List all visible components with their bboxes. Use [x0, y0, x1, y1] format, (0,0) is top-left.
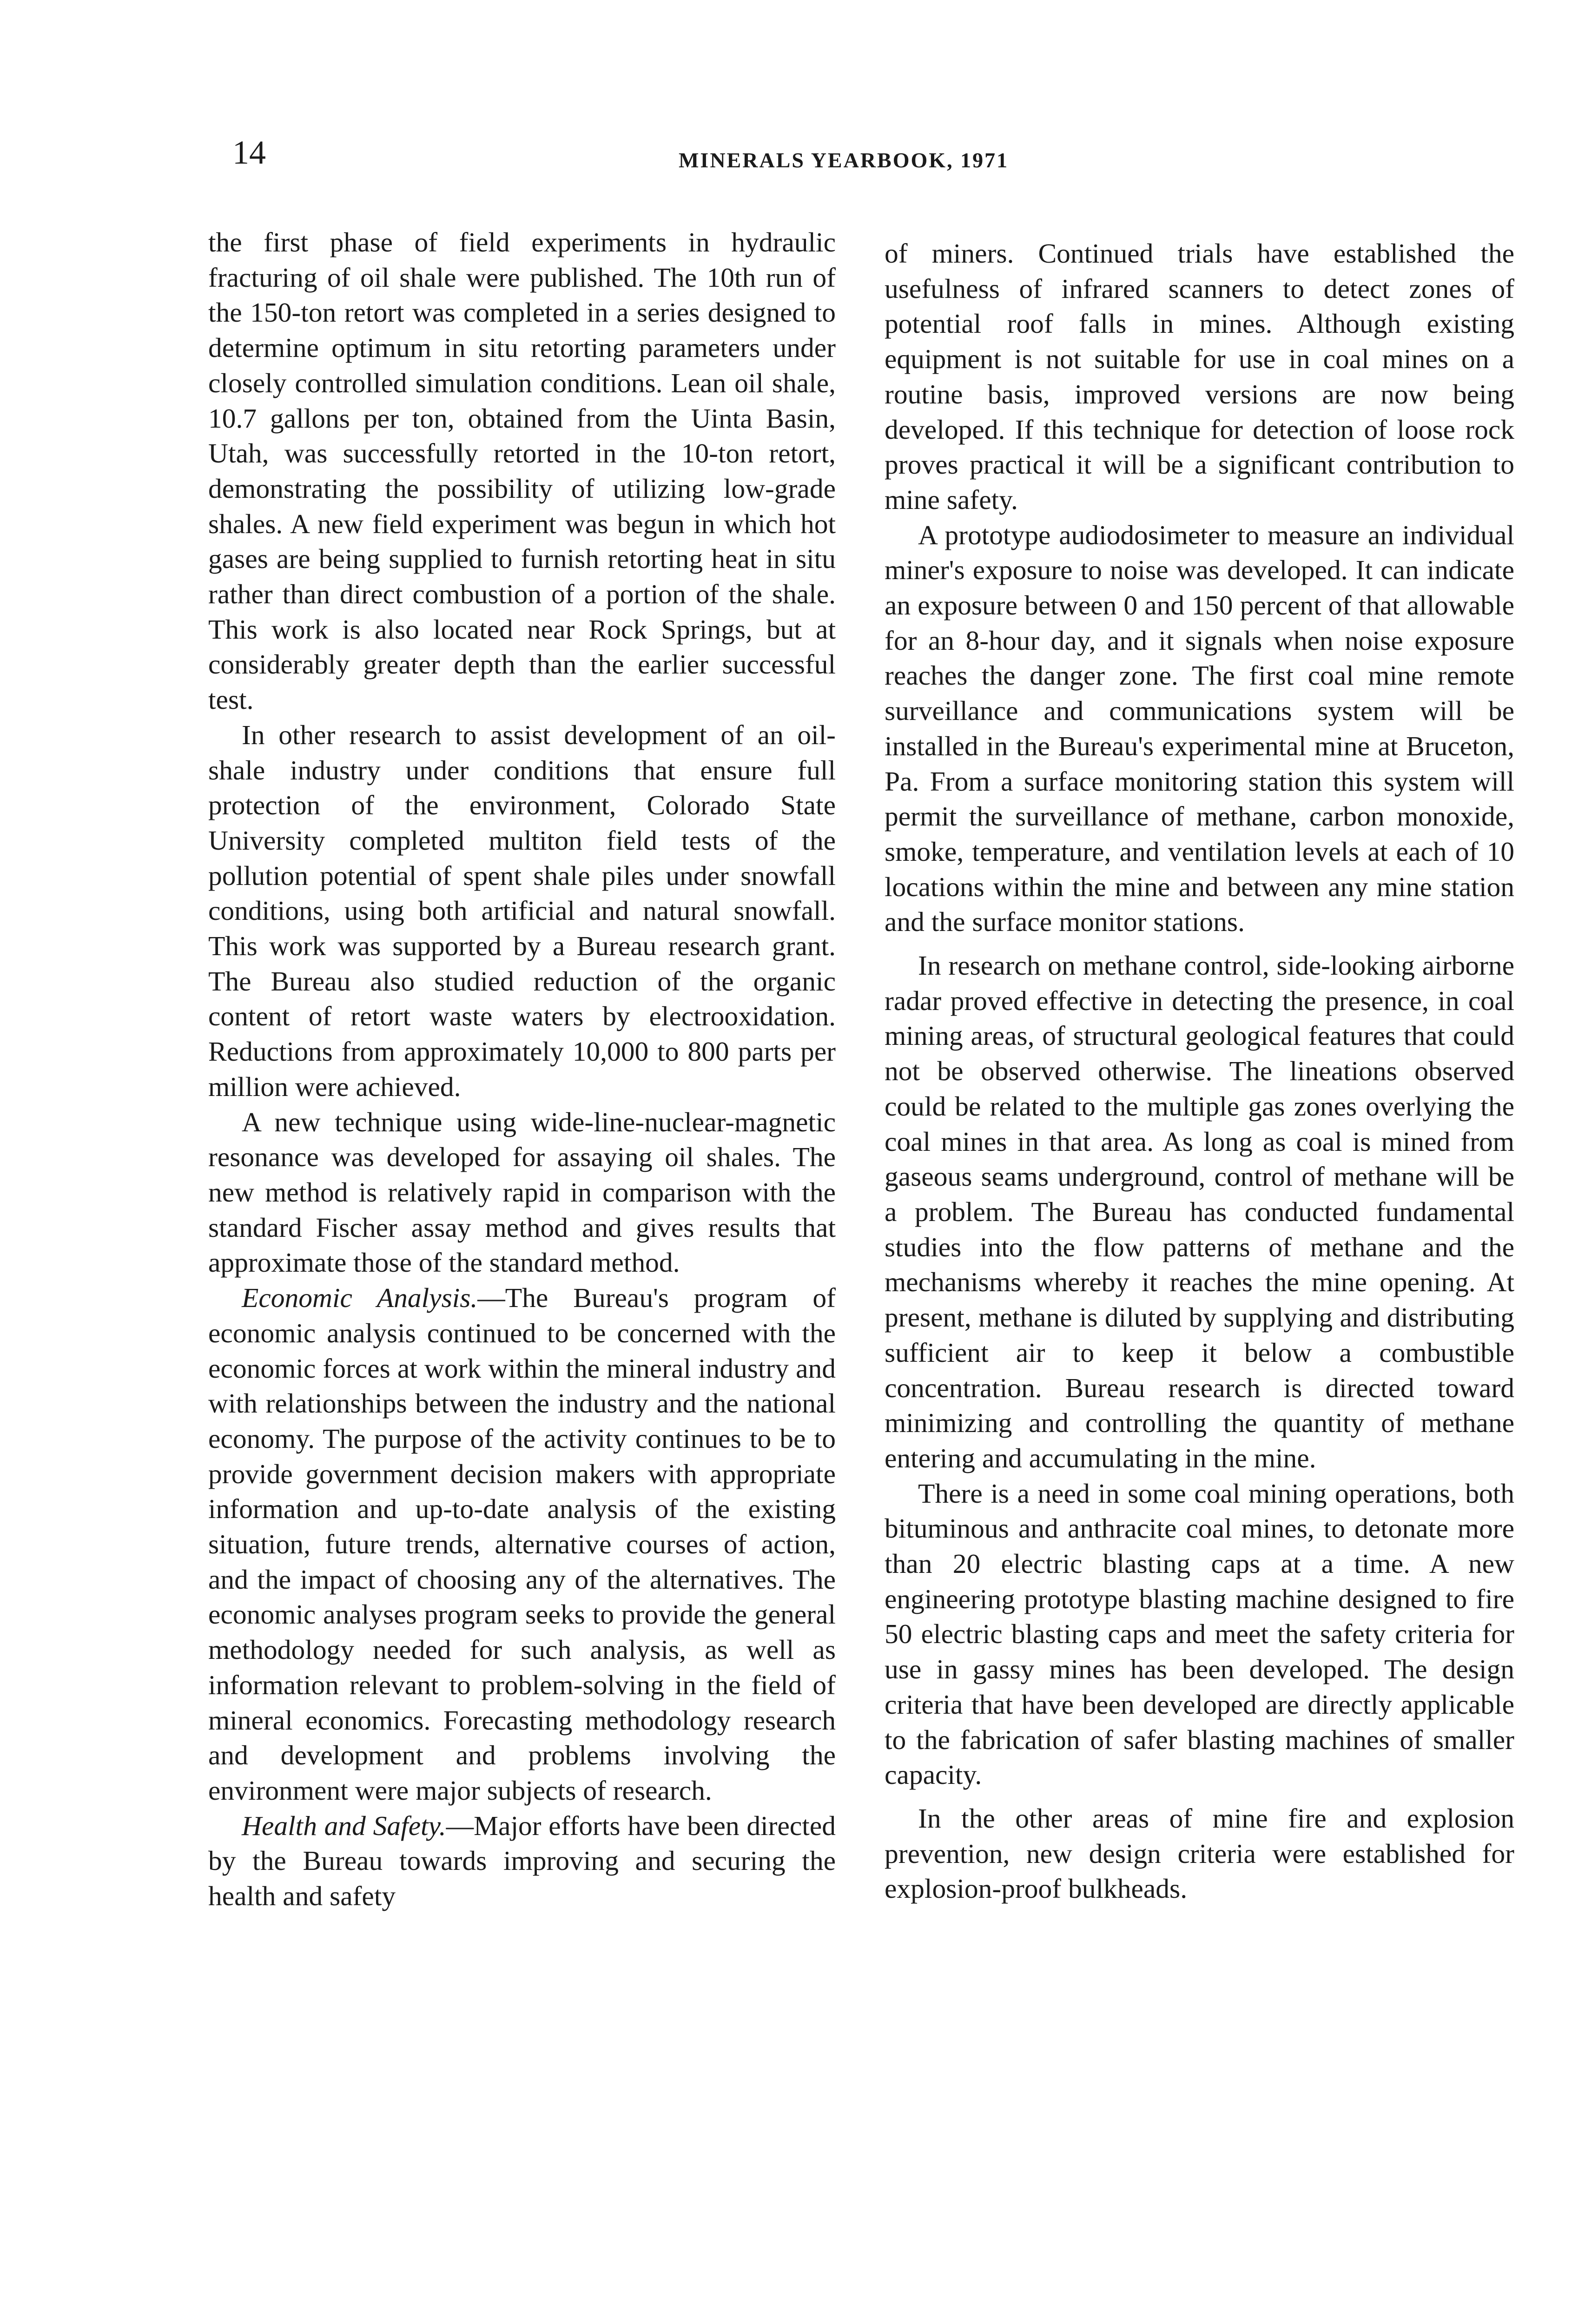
subhead-economic-analysis: Economic Analysis.: [242, 1282, 478, 1314]
paragraph-health-safety: [208, 1809, 836, 1914]
paragraph-nmr-assay: A new technique using wide-line-nuclear-magnetic resonance was developed for assaying oil shales. The new method is relatively rapid in comparison with the standard Fischer assay method and gives results that approximate those of the standard method.: [208, 1106, 836, 1278]
paragraph-oil-shale-environment: In other research to assist development of an oil-shale industry under conditions that ensure full protection of the environment, Colorado State University completed multiton field tests of the pollution potential of spent shale piles under snowfall conditions, using both artificial and natural snowfall. This work was supported by a Bureau research grant. The Bureau also studied reduction of the organic content of retort waste waters by electrooxidation. Reductions from approximately 10,000 to 800 parts per million were achieved.: [208, 719, 836, 1102]
running-title: MINERALS YEARBOOK, 1971: [679, 148, 1009, 172]
health-safety-text: —Major efforts have been directed by the Bureau towards improving and securing the health and safety: [208, 1810, 836, 1912]
subhead-health-safety: Health and Safety.: [242, 1810, 446, 1841]
paragraph-economic-analysis: [208, 1281, 836, 1809]
right-column: [885, 236, 1514, 1907]
paragraph-infrared-scanners: of miners. Continued trials have established the usefulness of infrared scanners to detect zones of potential roof falls in mines. Although existing equipment is not suitable for use in coal mines on a routine basis, improved versions are now being developed. If this technique for detection of loose rock proves practical it will be a significant contribution to mine safety.: [885, 238, 1514, 515]
paragraph-explosion-prevention: In the other areas of mine fire and explosion prevention, new design criteria were established for explosion-proof bulkheads.: [885, 1802, 1514, 1904]
paragraph-audiodosimeter: A prototype audiodosimeter to measure an individual miner's exposure to noise was developed. It can indicate an exposure between 0 and 150 percent of that allowable for an 8-hour day, and it signals when noise exposure reaches the danger zone. The first coal mine remote surveillance and communications system will be installed in the Bureau's experimental mine at Bruceton, Pa. From a surface monitoring station this system will permit the surveillance of methane, carbon monoxide, smoke, temperature, and ventilation levels at each of 10 locations within the mine and between any mine station and the surface monitor stations.: [885, 519, 1514, 938]
paragraph-blasting-machine: There is a need in some coal mining operations, both bituminous and anthracite coal mines, to detonate more than 20 electric blasting caps at a time. A new engineering prototype blasting machine designed to fire 50 electric blasting caps and meet the safety criteria for use in gassy mines has been developed. The design criteria that have been developed are directly applicable to the fabrication of safer blasting machines of smaller capacity.: [885, 1478, 1514, 1790]
left-column: [208, 225, 836, 1914]
page-number: 14: [232, 134, 266, 171]
paragraph-oil-shale-experiments: the first phase of field experiments in hydraulic fracturing of oil shale were published. The 10th run of the 150-ton retort was completed in a series designed to determine optimum in situ retorting parameters under closely controlled simulation conditions. Lean oil shale, 10.7 gallons per ton, obtained from the Uinta Basin, Utah, was successfully retorted in the 10-ton retort, demonstrating the possibility of utilizing low-grade shales. A new field experiment was begun in which hot gases are being supplied to furnish retorting heat in situ rather than direct combustion of a portion of the shale. This work is also located near Rock Springs, but at considerably greater depth than the earlier successful test.: [208, 227, 836, 715]
economic-analysis-text: —The Bureau's program of economic analysis continued to be concerned with the economic forces at work within the mineral industry and with relationships between the industry and the national economy. The purpose of the activity continues to be to provide government decision makers with appropriate information and up-to-date analysis of the existing situation, future trends, alternative courses of action, and the impact of choosing any of the alternatives. The economic analyses program seeks to provide the general methodology needed for such analysis, as well as information relevant to problem-solving in the field of mineral economics. Forecasting methodology research and development and problems involving the environment were major subjects of research.: [208, 1282, 836, 1806]
paragraph-methane-control: In research on methane control, side-looking airborne radar proved effective in detecting the presence, in coal mining areas, of structural geological features that could not be observed otherwise. The lineations observed could be related to the multiple gas zones overlying the coal mines in that area. As long as coal is mined from gaseous seams underground, control of methane will be a problem. The Bureau has conducted fundamental studies into the flow patterns of methane and the mechanisms whereby it reaches the mine opening. At present, methane is diluted by supplying and distributing sufficient air to keep it below a combustible concentration. Bureau research is directed toward minimizing and controlling the quantity of methane entering and accumulating in the mine.: [885, 950, 1514, 1473]
